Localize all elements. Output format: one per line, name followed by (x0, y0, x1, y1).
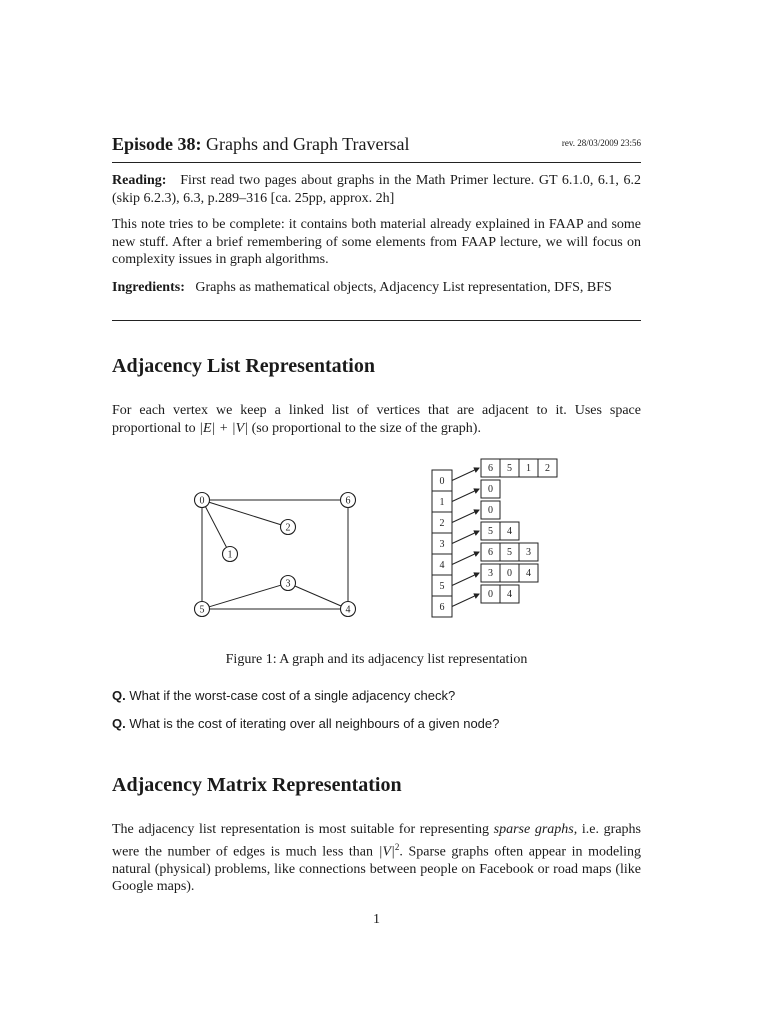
adjacency-arrow-0 (452, 468, 479, 481)
question-2-text: What is the cost of iterating over all neighbours of a given node? (129, 716, 500, 731)
vertex-count-formula: |V| (378, 844, 395, 860)
adjacency-list-text-a: For each vertex we keep a linked list of vertices that are adjacent to it. Uses space proportional to (112, 403, 641, 436)
adjacency-list-value-5-2: 4 (526, 568, 531, 579)
section-title-adjacency-matrix: Adjacency Matrix Representation (112, 774, 402, 796)
adjacency-list-value-6-1: 4 (507, 589, 512, 600)
graph-node-label-6: 6 (345, 495, 351, 507)
graph-edge-0-2 (209, 502, 281, 525)
intro-rule (112, 320, 641, 321)
adjacency-list-value-0-1: 5 (507, 463, 512, 474)
adjacency-arrow-2 (452, 510, 479, 523)
reading-label: Reading: (112, 173, 167, 188)
adjacency-list-paragraph (112, 402, 641, 437)
ingredients-label: Ingredients: (112, 280, 185, 295)
adjacency-list-value-3-1: 4 (507, 526, 512, 537)
adjacency-list-value-5-0: 3 (488, 568, 493, 579)
adjacency-arrow-1 (452, 489, 479, 502)
revision-date: rev. 28/03/2009 23:56 (561, 138, 641, 148)
adjacency-index-label-5: 5 (439, 581, 445, 592)
adjacency-arrow-3 (452, 531, 479, 544)
adjacency-arrow-5 (452, 573, 479, 586)
graph-edge-5-3 (209, 585, 281, 607)
graph-node-label-2: 2 (285, 522, 291, 534)
adjacency-list-value-2-0: 0 (488, 505, 493, 516)
ingredients-text: Graphs as mathematical objects, Adjacency List representation, DFS, BFS (195, 280, 612, 295)
header-rule (112, 162, 641, 163)
paper-page (112, 0, 641, 1024)
adjacency-index-label-1: 1 (439, 497, 445, 508)
figure-caption: Figure 1: A graph and its adjacency list representation (225, 652, 528, 667)
adjacency-arrows (452, 468, 479, 607)
episode-title (112, 132, 641, 156)
question-1-label: Q. (112, 688, 126, 703)
ingredients-paragraph (112, 279, 641, 297)
note-paragraph: This note tries to be complete: it contains both material already explained in FAAP and some new stuff. After a brief remembering of some elements from FAAP lecture, we will focus on complexity issues in graph algorithms. (112, 217, 641, 267)
adjacency-list-value-4-2: 3 (526, 547, 531, 558)
adjacency-list-value-0-2: 1 (526, 463, 531, 474)
sparse-graphs-term: sparse graphs (493, 822, 574, 837)
vertex-count-exponent: 2 (394, 841, 400, 852)
episode-label: Episode 38: (112, 134, 202, 154)
graph-edge-3-4 (295, 586, 341, 606)
graph-edge-0-1 (205, 507, 226, 548)
adjacency-lists (481, 459, 557, 603)
adjacency-index-column (432, 470, 452, 617)
graph-nodes (195, 493, 356, 617)
adjacency-index-label-0: 0 (439, 476, 445, 487)
figure-graph-adjacency-list (112, 450, 641, 640)
adjacency-index-label-2: 2 (439, 518, 445, 529)
matrix-text-c: . Sparse graphs often appear in modeling natural (physical) problems, like connections between people on Facebook or road maps (like Google maps). (112, 844, 641, 895)
space-formula: |E| + |V| (199, 420, 249, 436)
section-title-adjacency-list: Adjacency List Representation (112, 355, 375, 377)
adjacency-list-value-4-1: 5 (507, 547, 512, 558)
adjacency-arrow-6 (452, 594, 479, 607)
adjacency-list-value-0-0: 6 (488, 463, 493, 474)
adjacency-index-label-6: 6 (439, 602, 445, 613)
graph-node-label-4: 4 (345, 604, 351, 616)
adjacency-index-label-4: 4 (439, 560, 445, 571)
adjacency-matrix-paragraph (112, 821, 641, 896)
adjacency-list-text-b: (so proportional to the size of the graph). (248, 420, 481, 436)
graph-node-label-3: 3 (285, 578, 291, 590)
adjacency-list-value-3-0: 5 (488, 526, 493, 537)
graph-node-label-0: 0 (199, 495, 205, 507)
page-number: 1 (373, 912, 380, 927)
reading-text: First read two pages about graphs in the Math Primer lecture. GT 6.1.0, 6.1, 6.2 (skip 6.2.3), 6.3, p.289–316 [ca. 25pp, approx. 2h] (112, 173, 641, 206)
adjacency-list-value-1-0: 0 (488, 484, 493, 495)
matrix-text-a: The adjacency list representation is most suitable for representing (112, 822, 494, 837)
adjacency-index-label-3: 3 (439, 539, 445, 550)
adjacency-list-value-6-0: 0 (488, 589, 493, 600)
adjacency-arrow-4 (452, 552, 479, 565)
question-1 (112, 688, 641, 704)
adjacency-list-value-0-3: 2 (545, 463, 550, 474)
reading-paragraph (112, 172, 641, 207)
episode-name: Graphs and Graph Traversal (206, 134, 410, 154)
adjacency-list-value-5-1: 0 (507, 568, 512, 579)
question-2-label: Q. (112, 716, 126, 731)
question-2 (112, 716, 641, 732)
adjacency-list-value-4-0: 6 (488, 547, 493, 558)
graph-node-label-5: 5 (199, 604, 205, 616)
graph-node-label-1: 1 (227, 549, 233, 561)
matrix-text-b: , i.e. graphs were the number of edges is much less than (112, 822, 641, 860)
question-1-text: What if the worst-case cost of a single adjacency check? (129, 688, 456, 703)
